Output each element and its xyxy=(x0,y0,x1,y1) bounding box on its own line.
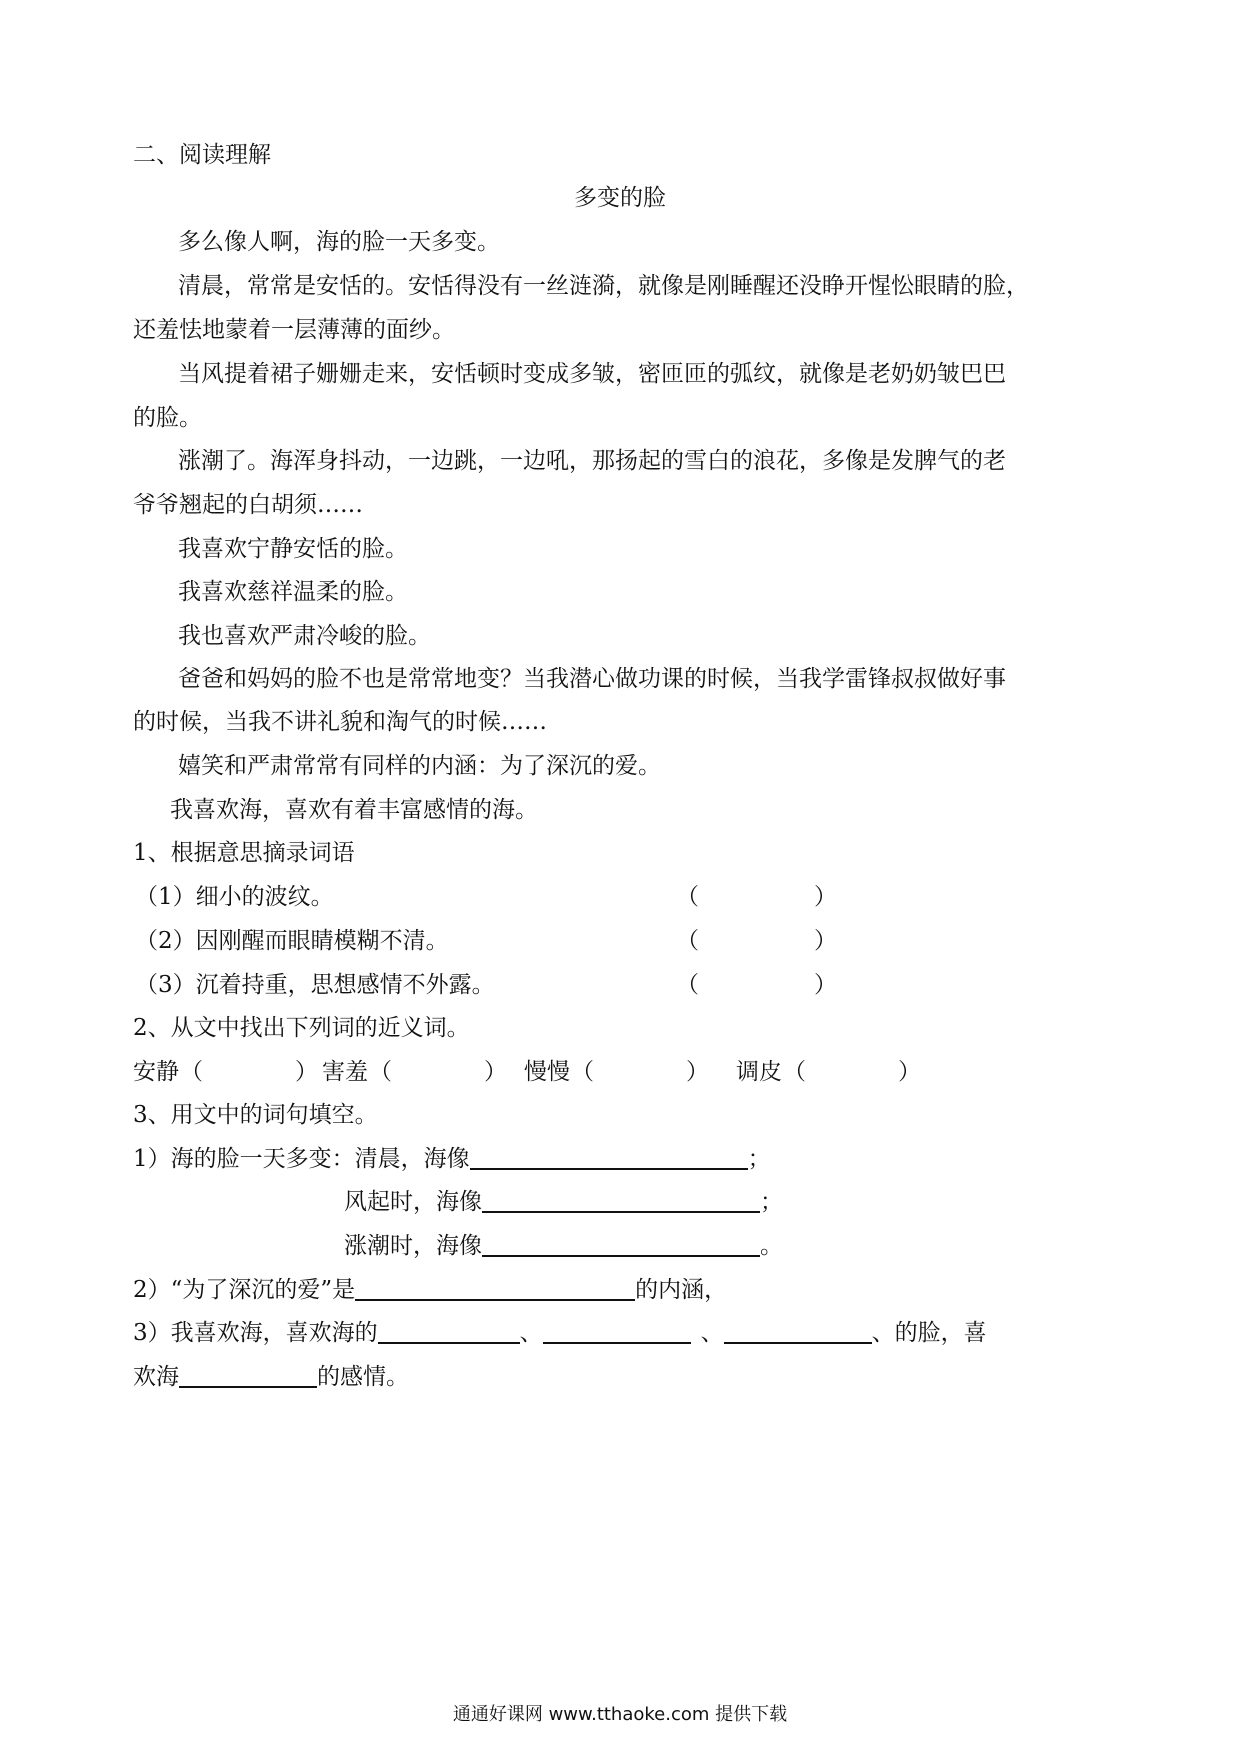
q3-text: 涨潮时，海像 xyxy=(344,1233,482,1259)
q2-answer-paren[interactable]: （ ） xyxy=(783,1059,921,1085)
q2-word: 害羞 xyxy=(322,1059,368,1085)
passage-paragraph: 清晨，常常是安恬的。安恬得没有一丝涟漪，就像是刚睡醒还没睁开惺忪眼睛的脸， xyxy=(178,273,1029,299)
q3-text: 。 xyxy=(760,1233,783,1259)
q2-answer-paren[interactable]: （ ） xyxy=(571,1059,709,1085)
q1-item: （1）细小的波纹。 xyxy=(135,884,334,910)
q3-text: 、 xyxy=(519,1320,543,1346)
passage-paragraph: 的时候，当我不讲礼貌和淘气的时候…… xyxy=(133,709,547,735)
q2-word: 调皮 xyxy=(736,1059,782,1085)
passage-paragraph: 我喜欢宁静安恬的脸。 xyxy=(178,536,408,562)
fill-blank[interactable] xyxy=(378,1318,520,1344)
section-heading: 二、阅读理解 xyxy=(133,142,271,168)
q3-text: 1）海的脸一天多变：清晨，海像 xyxy=(133,1146,470,1172)
q1-item: （2）因刚醒而眼睛模糊不清。 xyxy=(135,928,449,954)
fill-blank[interactable] xyxy=(543,1318,691,1344)
passage-paragraph: 我也喜欢严肃冷峻的脸。 xyxy=(178,623,431,649)
passage-paragraph: 爷爷翘起的白胡须…… xyxy=(133,492,363,518)
q3-sentence-2 xyxy=(133,1275,727,1305)
passage-paragraph: 爸爸和妈妈的脸不也是常常地变？当我潜心做功课的时候，当我学雷锋叔叔做好事 xyxy=(178,666,1006,692)
q3-sentence-3 xyxy=(133,1318,987,1348)
q1-item: （3）沉着持重，思想感情不外露。 xyxy=(135,972,495,998)
q1-answer-paren[interactable]: （ ） xyxy=(676,972,837,998)
q3-text: 2）“为了深沉的爱”是 xyxy=(133,1277,356,1303)
q3-text: 3）我喜欢海，喜欢海的 xyxy=(133,1320,378,1346)
q1-answer-paren[interactable]: （ ） xyxy=(676,884,837,910)
passage-paragraph: 涨潮了。海浑身抖动，一边跳，一边吼，那扬起的雪白的浪花，多像是发脾气的老 xyxy=(178,448,1006,474)
q3-text: 风起时，海像 xyxy=(344,1189,482,1215)
q1-answer-paren[interactable]: （ ） xyxy=(676,928,837,954)
q2-word: 慢慢 xyxy=(524,1059,570,1085)
passage-paragraph: 嬉笑和严肃常常有同样的内涵：为了深沉的爱。 xyxy=(178,753,661,779)
q3-sentence-1 xyxy=(133,1144,771,1174)
passage-paragraph: 我喜欢海，喜欢有着丰富感情的海。 xyxy=(170,797,538,823)
passage-paragraph: 当风提着裙子姗姗走来，安恬顿时变成多皱，密匝匝的弧纹，就像是老奶奶皱巴巴 xyxy=(178,361,1006,387)
q3-sentence-3b xyxy=(133,1362,409,1392)
passage-paragraph: 的脸。 xyxy=(133,405,202,431)
q3-text: 的感情。 xyxy=(317,1364,409,1390)
fill-blank[interactable] xyxy=(724,1318,872,1344)
passage-paragraph: 我喜欢慈祥温柔的脸。 xyxy=(178,579,408,605)
q3-text: 、的脸，喜 xyxy=(871,1320,987,1346)
q3-text: ； xyxy=(760,1189,783,1215)
q2-answer-paren[interactable]: （ ） xyxy=(180,1059,318,1085)
q3-text: 欢海 xyxy=(133,1364,179,1390)
page-footer: 通通好课网 www.tthaoke.com 提供下载 xyxy=(452,1704,788,1725)
q1-heading: 1、根据意思摘录词语 xyxy=(133,840,355,866)
passage-paragraph: 多么像人啊，海的脸一天多变。 xyxy=(178,229,500,255)
fill-blank[interactable] xyxy=(179,1362,317,1388)
fill-blank[interactable] xyxy=(482,1187,760,1213)
q3-text: ； xyxy=(747,1146,771,1172)
q3-sentence-1b xyxy=(344,1187,783,1217)
q2-answer-paren[interactable]: （ ） xyxy=(369,1059,507,1085)
q3-text: 的内涵， xyxy=(635,1277,728,1303)
passage-title: 多变的脸 xyxy=(574,185,666,211)
q3-sentence-1c xyxy=(344,1231,783,1261)
q2-heading: 2、从文中找出下列词的近义词。 xyxy=(133,1015,470,1041)
fill-blank[interactable] xyxy=(482,1231,760,1257)
q3-text: 、 xyxy=(700,1320,724,1346)
fill-blank[interactable] xyxy=(355,1275,635,1301)
q3-heading: 3、用文中的词句填空。 xyxy=(133,1102,378,1128)
passage-paragraph: 还羞怯地蒙着一层薄薄的面纱。 xyxy=(133,317,455,343)
q2-word: 安静 xyxy=(133,1059,179,1085)
fill-blank[interactable] xyxy=(470,1144,748,1170)
